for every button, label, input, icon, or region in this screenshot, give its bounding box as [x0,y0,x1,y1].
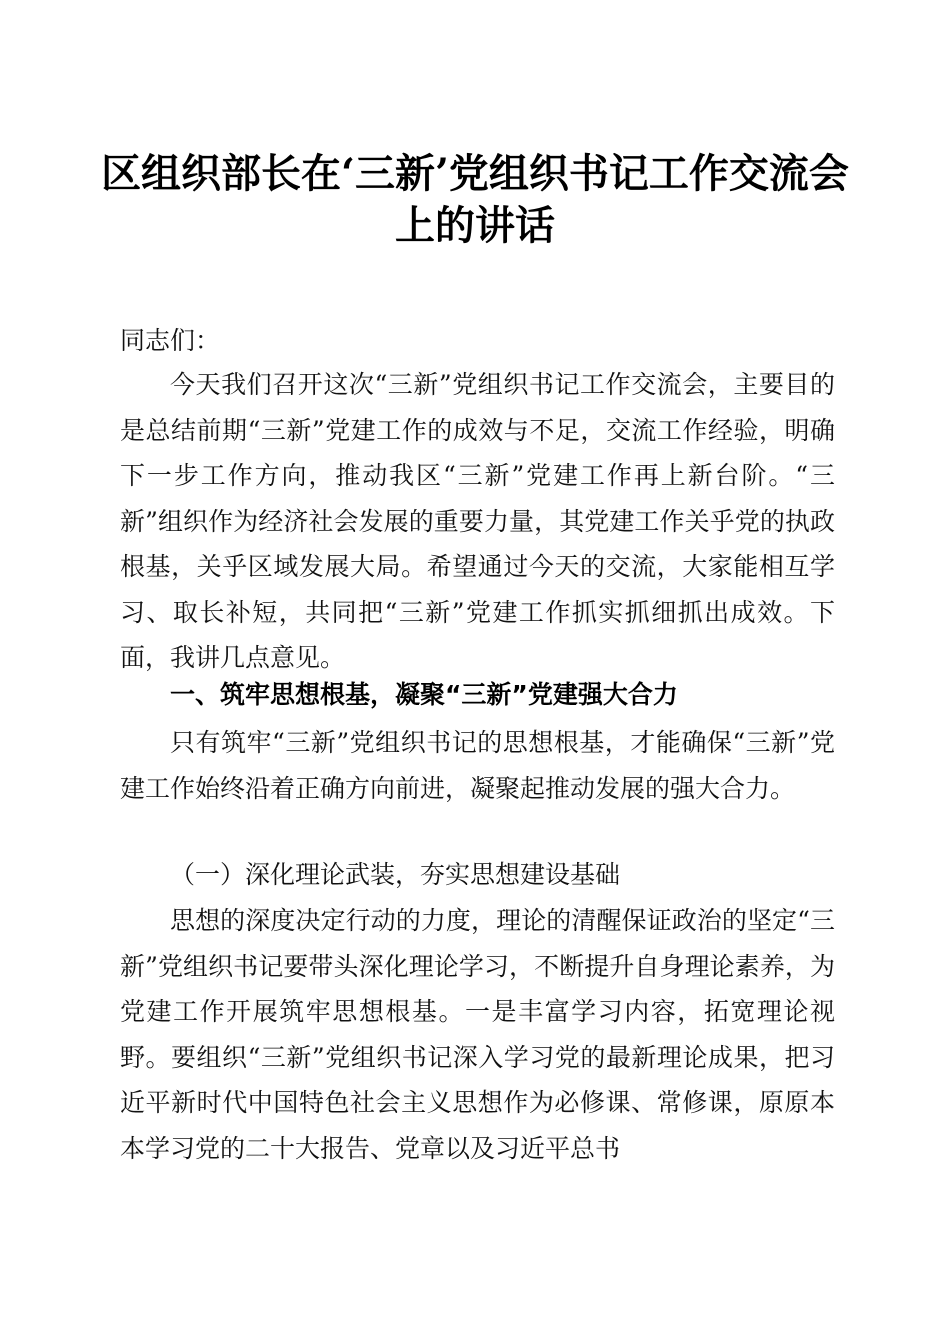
greeting: 同志们： [120,326,221,355]
document-title-line-1: 区组织部长在‘三新’党组织书记工作交流会 [101,150,849,197]
document-title-line-2: 上的讲话 [395,202,555,249]
intro-paragraph: 今天我们召开这次“三新”党组织书记工作交流会，主要目的是总结前期“三新”党建工作的成效与不足，交流工作经验，明确下一步工作方向，推动我区“三新”党建工作再上新台阶。“三新”组织作为经济社会发展的重要力量，其党建工作关乎党的执政根基，关乎区域发展大局。希望通过今天的交流，大家能相互学习、取长补短，共同把“三新”党建工作抓实抓细抓出成效。下面，我讲几点意见。 [120,370,835,672]
subsection-1-paragraph-block [120,898,835,1171]
section-1-heading: 一、筑牢思想根基，凝聚“三新”党建强大合力 [170,680,678,709]
intro-paragraph-block [120,362,835,681]
section-1-paragraph-block [120,720,835,811]
subsection-1-paragraph: 思想的深度决定行动的力度，理论的清醒保证政治的坚定“三新”党组织书记要带头深化理论学习，不断提升自身理论素养，为党建工作开展筑牢思想根基。一是丰富学习内容，拓宽理论视野。要组织“三新”党组织书记深入学习党的最新理论成果，把习近平新时代中国特色社会主义思想作为必修课、常修课，原原本本学习党的二十大报告、党章以及习近平总书 [120,906,835,1163]
subsection-1-heading: （一）深化理论武装，夯实思想建设基础 [170,860,621,889]
section-1-paragraph: 只有筑牢“三新”党组织书记的思想根基，才能确保“三新”党建工作始终沿着正确方向前进，凝聚起推动发展的强大合力。 [120,728,835,803]
